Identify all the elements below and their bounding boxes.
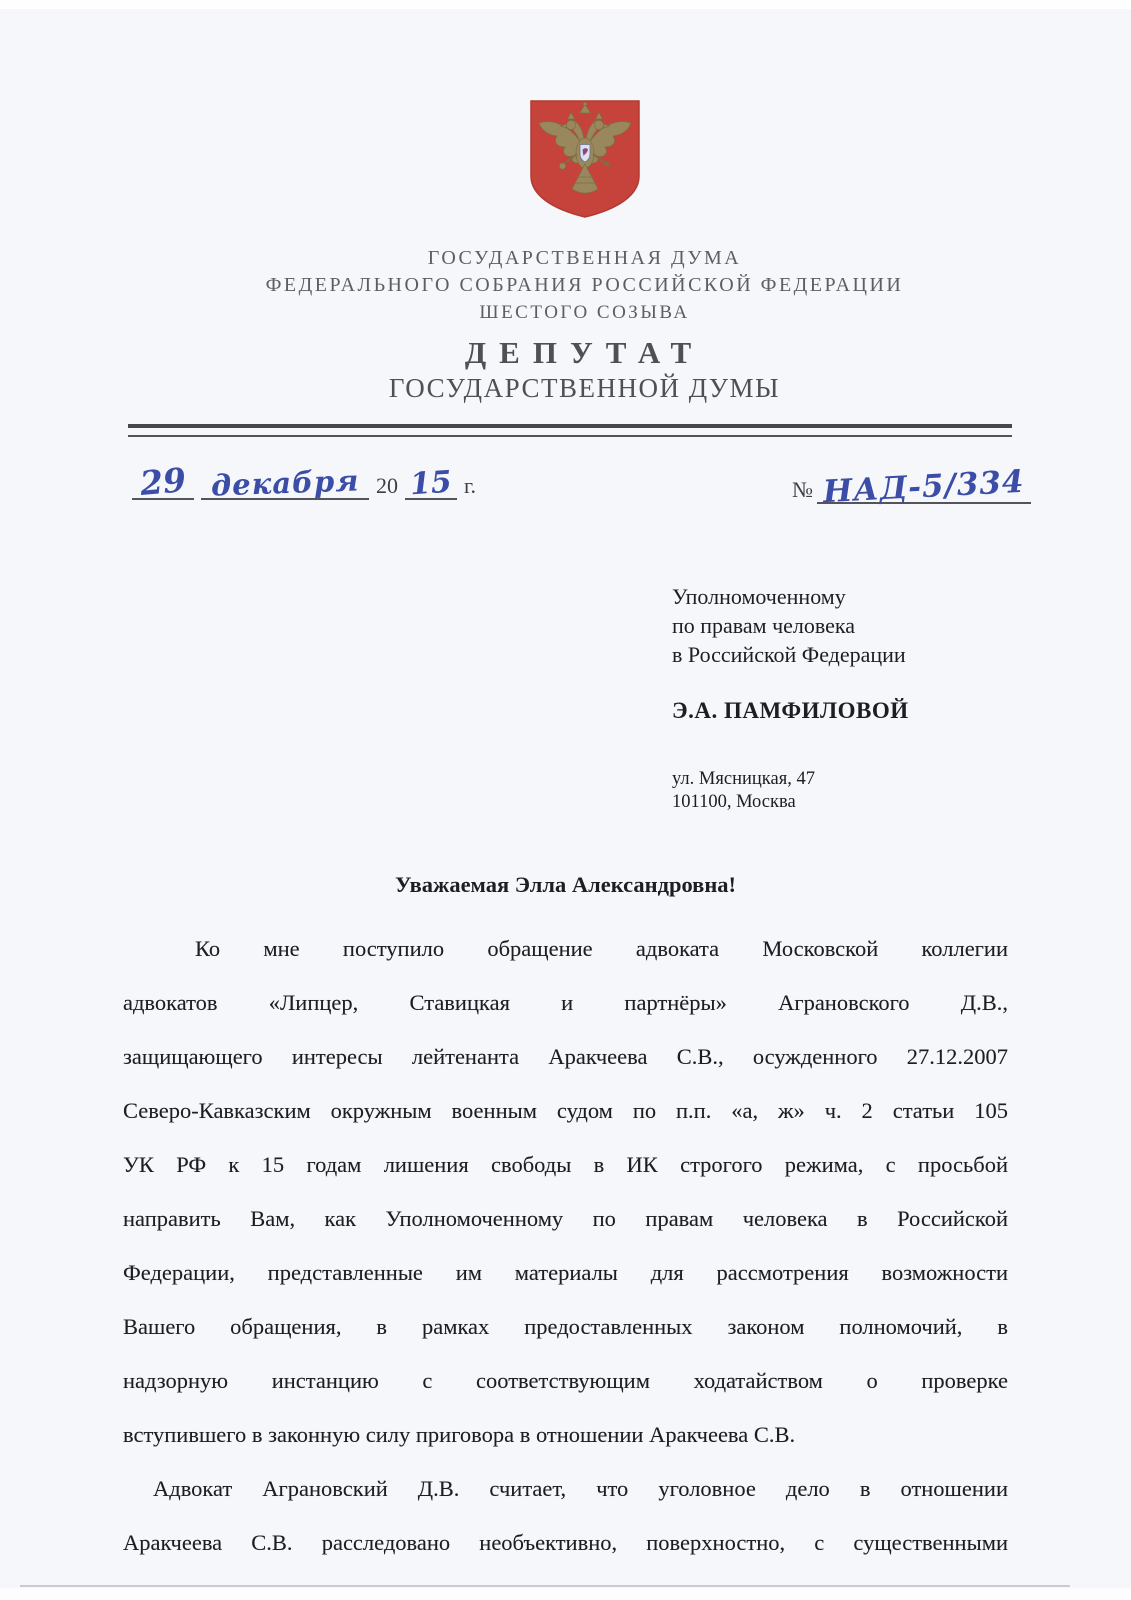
body-line: направить Вам, как Уполномоченному по правам человека в Российской xyxy=(123,1206,1008,1231)
body-line: вступившего в законную силу приговора в отношении Аракчеева С.В. xyxy=(123,1422,796,1447)
letterhead-divider xyxy=(128,424,1012,437)
date-year-underline xyxy=(405,464,457,503)
russia-coat-of-arms-icon xyxy=(527,98,643,220)
scan-top-edge xyxy=(0,0,1131,9)
addressee-line-1: Уполномоченному xyxy=(672,584,846,609)
handwritten-number: НАД-5/334 xyxy=(822,463,1026,511)
body-line: защищающего интересы лейтенанта Аракчеева С.В., осужденного 27.12.2007 xyxy=(123,1044,1008,1069)
deputy-title: ДЕПУТАТ xyxy=(464,335,705,370)
divider-thin-line xyxy=(128,435,1012,437)
body-line: адвокатов «Липцер, Ставицкая и партнёры» Аграновского Д.В., xyxy=(123,990,1008,1015)
letterhead-line-duma: ГОСУДАРСТВЕННАЯ ДУМА xyxy=(427,247,742,269)
handwritten-day: 29 xyxy=(138,460,188,503)
addressee-city: 101100, Москва xyxy=(672,792,796,812)
letterhead-line-convocation: ШЕСТОГО СОЗЫВА xyxy=(479,302,690,323)
addressee-line-2: по правам человека xyxy=(672,613,856,638)
deputy-title-block xyxy=(19,334,1131,404)
body-line: УК РФ к 15 годам лишения свободы в ИК строгого режима, с просьбой xyxy=(123,1152,1008,1177)
body-line: Северо-Кавказским окружным военным судом по п.п. «а, ж» ч. 2 статьи 105 xyxy=(123,1098,1008,1123)
handwritten-year: 15 xyxy=(408,464,454,503)
date-field xyxy=(132,460,477,503)
deputy-subtitle: ГОСУДАРСТВЕННОЙ ДУМЫ xyxy=(388,373,781,403)
body-line: Ко мне поступило обращение адвоката Московской коллегии xyxy=(195,936,1008,961)
addressee-name: Э.А. ПАМФИЛОВОЙ xyxy=(672,698,909,723)
body-line: Аракчеева С.В. расследовано необъективно, поверхностно, с существенными xyxy=(123,1530,1008,1555)
letterhead-line-federal-assembly: ФЕДЕРАЛЬНОГО СОБРАНИЯ РОССИЙСКОЙ ФЕДЕРАЦИИ xyxy=(265,274,904,296)
addressee-street: ул. Мясницкая, 47 xyxy=(672,769,815,789)
letter-body xyxy=(123,922,1008,1570)
date-day-underline xyxy=(132,460,194,503)
scan-bottom-edge xyxy=(0,1588,1131,1600)
salutation: Уважаемая Элла Александровна! xyxy=(394,872,737,897)
number-underline xyxy=(817,463,1031,511)
addressee-block xyxy=(672,582,909,814)
body-line: Федерации, представленные им материалы для рассмотрения возможности xyxy=(123,1260,1008,1285)
body-line: надзорную инстанцию с соответствующим ходатайством о проверке xyxy=(123,1368,1008,1393)
number-field xyxy=(792,463,1031,511)
double-headed-eagle-icon xyxy=(527,98,643,220)
reference-row xyxy=(128,448,1026,511)
addressee-line-3: в Российской Федерации xyxy=(672,642,906,667)
handwritten-month: декабря xyxy=(210,463,360,503)
letterhead-block xyxy=(19,245,1131,326)
body-line: Вашего обращения, в рамках предоставленных законом полномочий, в xyxy=(123,1314,1008,1339)
date-century-printed: 20 xyxy=(376,473,398,498)
divider-thick-line xyxy=(128,424,1012,428)
body-line: Адвокат Аграновский Д.В. считает, что уголовное дело в отношении xyxy=(153,1476,1008,1501)
date-month-underline xyxy=(201,463,369,503)
scan-bottom-edge-line xyxy=(20,1585,1070,1587)
date-suffix: г. xyxy=(464,473,477,498)
number-sign: № xyxy=(792,477,813,502)
